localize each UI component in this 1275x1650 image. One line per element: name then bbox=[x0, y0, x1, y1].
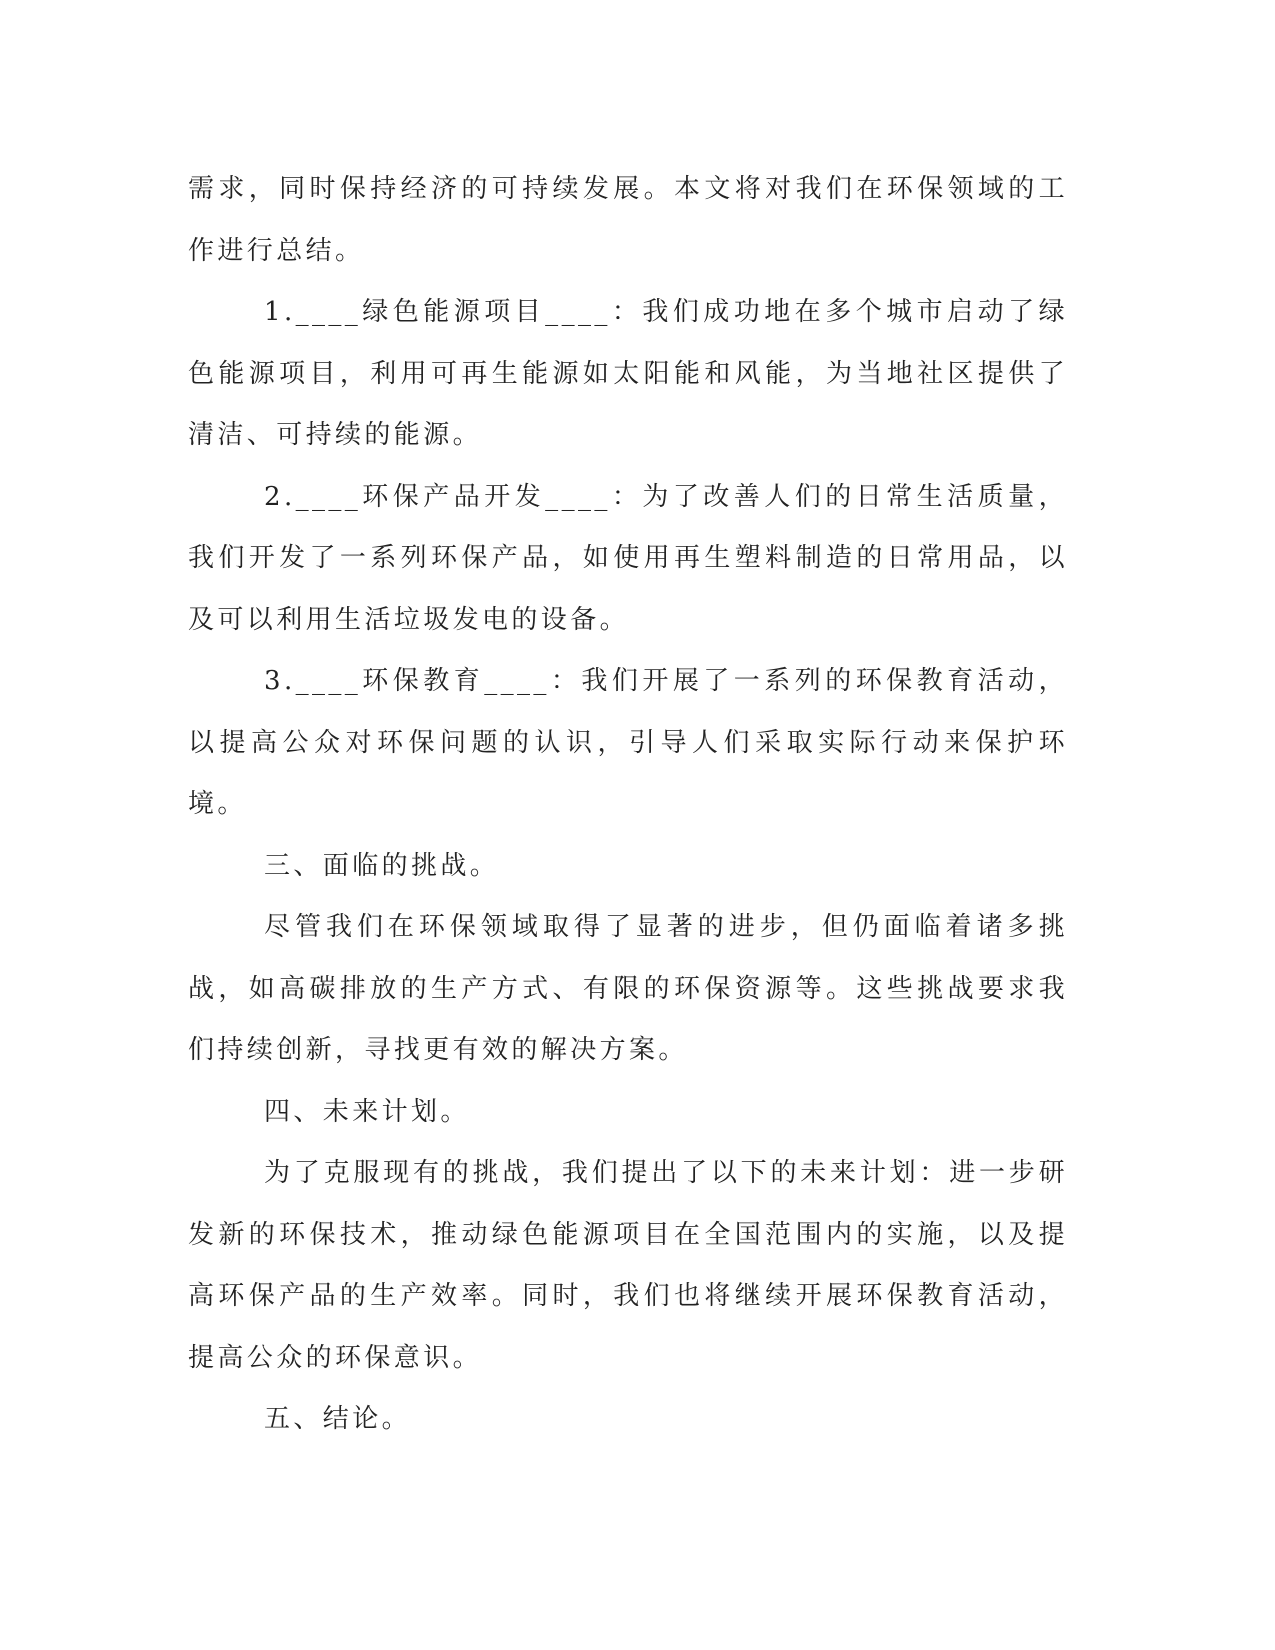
section-3-heading: 三、面临的挑战。 bbox=[264, 850, 500, 881]
section-4-heading: 四、未来计划。 bbox=[264, 1096, 470, 1127]
document-body bbox=[188, 159, 1068, 1451]
intro-continuation-paragraph: 需求，同时保持经济的可持续发展。本文将对我们在环保领域的工作进行总结。 bbox=[188, 174, 1068, 266]
future-plan-paragraph: 为了克服现有的挑战，我们提出了以下的未来计划：进一步研发新的环保技术，推动绿色能源项目在全国范围内的实施，以及提高环保产品的生产效率。同时，我们也将继续开展环保教育活动，提高公众的环保意识。 bbox=[188, 1158, 1068, 1373]
item-3-eco-education-paragraph: 3.____环保教育____：我们开展了一系列的环保教育活动，以提高公众对环保问题的认识，引导人们采取实际行动来保护环境。 bbox=[188, 666, 1068, 819]
item-1-green-energy-paragraph: 1.____绿色能源项目____：我们成功地在多个城市启动了绿色能源项目，利用可再生能源如太阳能和风能，为当地社区提供了清洁、可持续的能源。 bbox=[188, 297, 1068, 450]
section-5-heading: 五、结论。 bbox=[264, 1404, 412, 1434]
item-2-eco-products-paragraph: 2.____环保产品开发____：为了改善人们的日常生活质量，我们开发了一系列环保产品，如使用再生塑料制造的日常用品，以及可以利用生活垃圾发电的设备。 bbox=[188, 481, 1068, 635]
challenges-paragraph: 尽管我们在环保领域取得了显著的进步，但仍面临着诸多挑战，如高碳排放的生产方式、有限的环保资源等。这些挑战要求我们持续创新，寻找更有效的解决方案。 bbox=[188, 912, 1068, 1065]
